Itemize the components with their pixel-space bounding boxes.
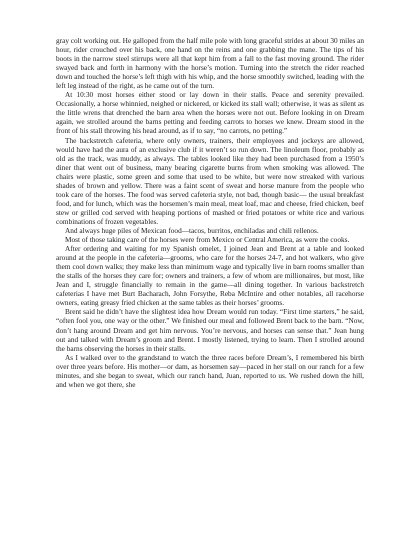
paragraph-5: Most of those taking care of the horses were from Mexico or Central America, as were the cooks. — [65, 235, 350, 245]
page-body — [56, 36, 364, 389]
paragraph-6: After ordering and waiting for my Spanish omelet, I joined Jean and Brent at a table and looked around at the people in the cafeteria—grooms, who care for the horses 24-7, and hot walkers, who give them cool down walks; they make less than minimum wage and typically live in barn rooms smaller than the stalls of the horses they care for; owners and trainers, a few of whom are millionaires, but most, like Jean and I, struggle financially to remain in the game—all dining together. In various backstretch cafeterias I have met Burt Bacharach, John Forsythe, Reba McIntire and other notables, all racehorse owners, eating greasy fried chicken at the same tables as their horses’ grooms. — [56, 244, 364, 308]
paragraph-4: And always huge piles of Mexican food—tacos, burritos, enchiladas and chili rellenos. — [65, 225, 319, 235]
paragraph-1: gray colt working out. He galloped from the half mile pole with long graceful strides at about 30 miles an hour, rider crouched over his back, one hand on the reins and one grabbing the mane. The tips of his boots in the narrow steel stirrups were all that kept him from a fall to the fast moving ground. The rider swayed back and forth in harmony with the horse’s motion. Turning into the stretch the rider reached down and touched the horse’s left thigh with his whip, and the horse smoothly switched, leading with the left leg instead of the right, as he came out of the turn. — [56, 36, 365, 91]
paragraph-7: Brent said he didn’t have the slightest idea how Dream would run today. “First time starters,” he said, “often fool you, one way or the other.” We finished our meal and followed Brent back to the barn. “Now, don’t hang around Dream and get him nervous. You’re nervous, and horses can sense that.” Jean hung out and talked with Dream’s groom and Brent. I mostly listened, trying to learn. Then I strolled around the barns observing the horses in their stalls. — [56, 307, 364, 353]
paragraph-8: As I walked over to the grandstand to watch the three races before Dream’s, I remembered his birth over three years before. His mother—or dam, as horsemen say—paced in her stall on our ranch for a few minutes, and she began to sweat, which our ranch hand, Juan, reported to us. We rushed down the hill, and when we got there, she — [56, 352, 364, 389]
paragraph-2: At 10:30 most horses either stood or lay down in their stalls. Peace and serenity prevailed. Occasionally, a horse whinnied, neighed or nickered, or kicked its stall wall; otherwise, it was as silent as the little wrens that drenched the barn area when the horses were not out. Before looking in on Dream again, we strolled around the barns petting and feeding carrots to horses we knew. Dream stood in the front of his stall throwing his head around, as if to say, “no carrots, no petting.” — [56, 90, 364, 136]
paragraph-3: The backstretch cafeteria, where only owners, trainers, their employees and jockeys are allowed, would have had the aura of an exclusive club if it weren’t so run down. The linoleum floor, probably as old as the track, was muddy, as always. The tables looked like they had been purchased from a 1950’s diner that went out of business, many bearing cigarette burns from when smoking was allowed. The chairs were plastic, some green and some that used to be white, but were now streaked with various shades of brown and yellow. There was a faint scent of sweat and horse manure from the people who took care of the horses. The food was served cafeteria style, not bad, though basic— the usual breakfast food, and for lunch, which was the horsemen’s main meal, meat loaf, mac and cheese, fried chicken, beef stew or grilled cod served with heaping portions of mashed or fried potatoes or white rice and various combinations of frozen vegetables. — [56, 135, 364, 226]
